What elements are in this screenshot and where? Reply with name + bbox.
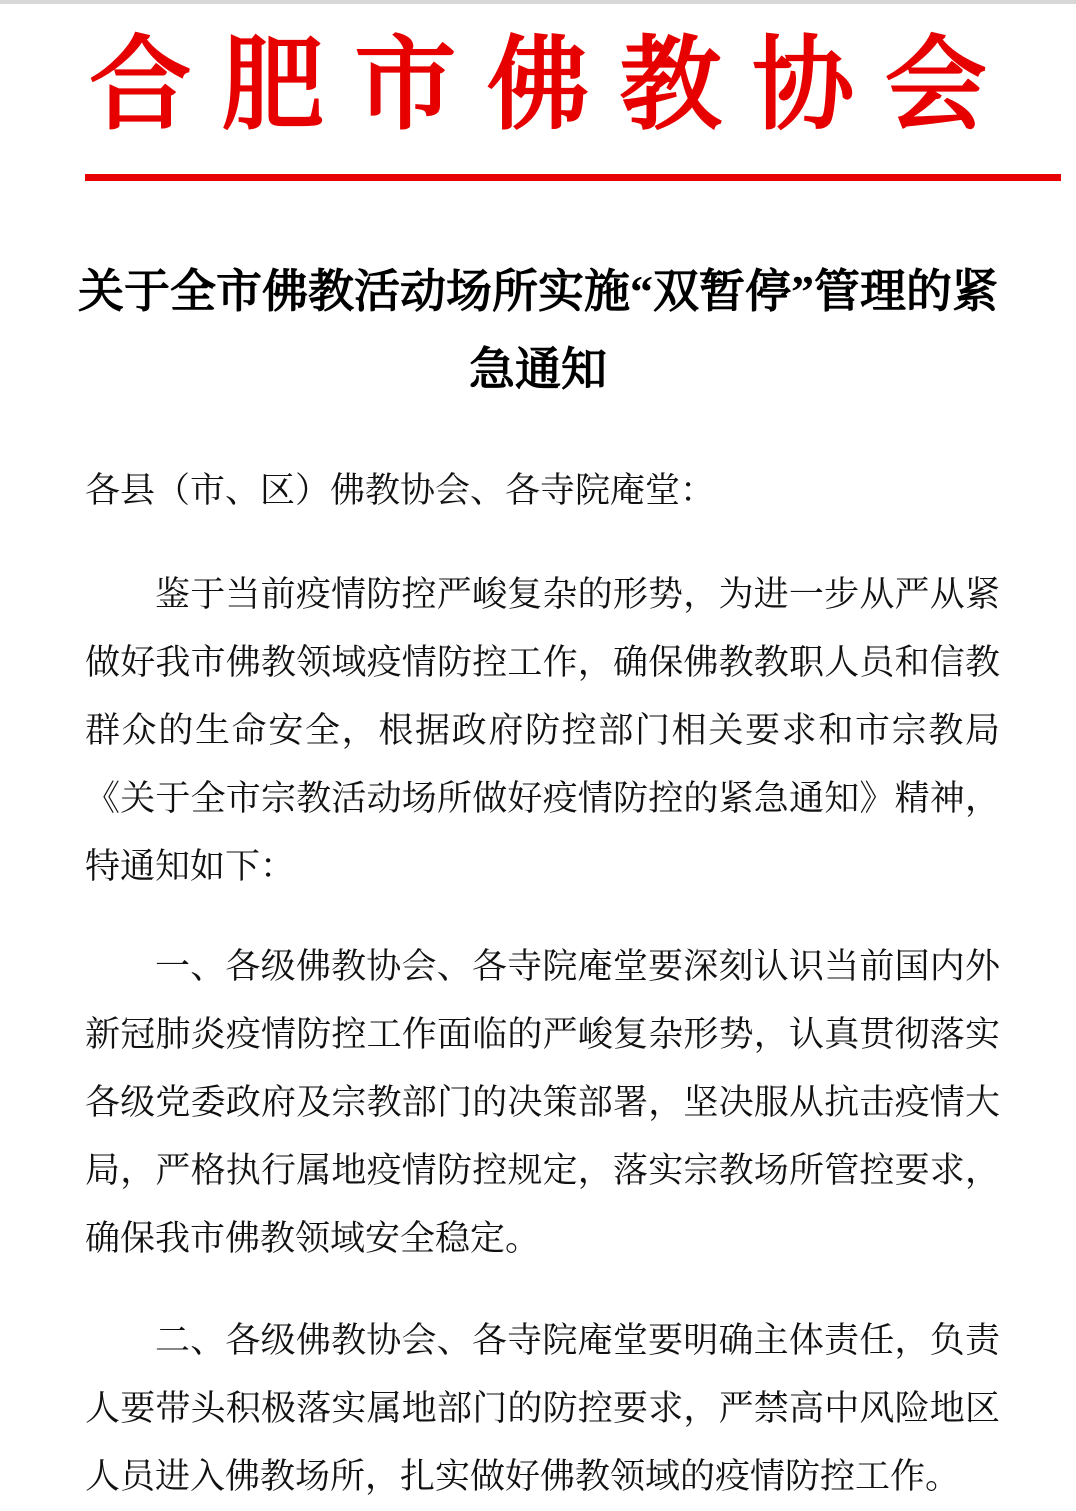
salutation-line: 各县（市、区）佛教协会、各寺院庵堂：	[85, 471, 716, 510]
screenshot-top-edge-strip	[0, 0, 1076, 4]
paragraph-preamble: 鉴于当前疫情防控严峻复杂的形势，为进一步从严从紧做好我市佛教领域疫情防控工作，确保佛教教职人员和信教群众的生命安全，根据政府防控部门相关要求和市宗教局《关于全市宗教活动场所做好疫情防控的紧急通知》精神，特通知如下：	[85, 575, 1000, 886]
document-title: 关于全市佛教活动场所实施“双暂停”管理的紧急通知	[78, 266, 998, 395]
paragraph-item-2: 二、各级佛教协会、各寺院庵堂要明确主体责任，负责人要带头积极落实属地部门的防控要求，严禁高中风险地区人员进入佛教场所，扎实做好佛教领域的疫情防控工作。	[85, 1321, 1000, 1496]
document-body	[85, 457, 1000, 1511]
letterhead-org-name: 合肥市佛教协会	[89, 30, 1018, 143]
paragraph-item-1: 一、各级佛教协会、各寺院庵堂要深刻认识当前国内外新冠肺炎疫情防控工作面临的严峻复杂形势，认真贯彻落实各级党委政府及宗教部门的决策部署，坚决服从抗击疫情大局，严格执行属地疫情防控规定，落实宗教场所管控要求，确保我市佛教领域安全稳定。	[85, 947, 1000, 1258]
letterhead-divider-line	[85, 174, 1061, 181]
